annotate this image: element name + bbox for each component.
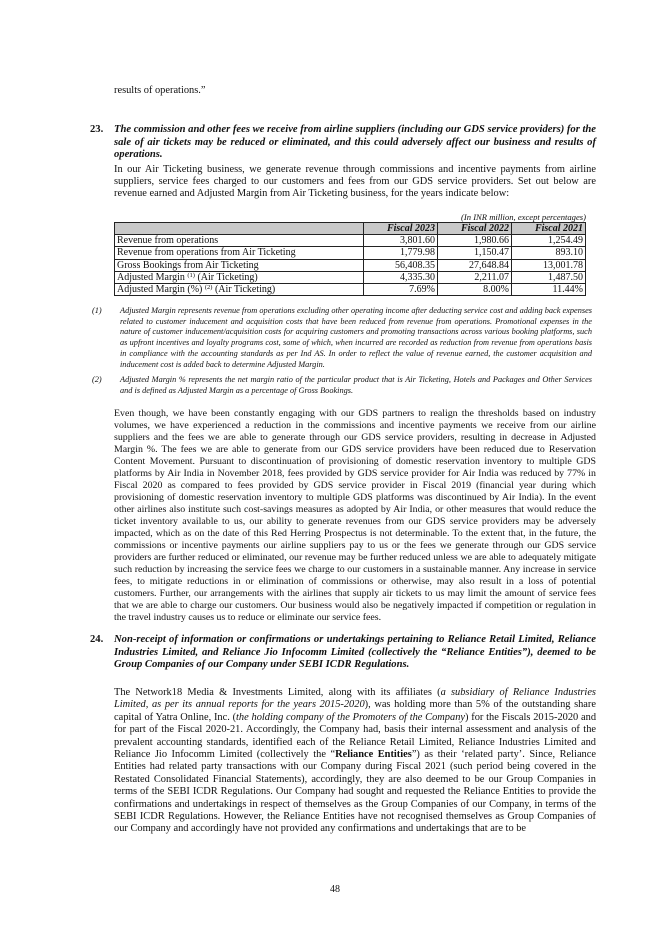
cell-fiscal-2021: 893.10 [512, 247, 586, 259]
risk-factor-title: The commission and other fees we receive from airline suppliers (including our GDS service providers) for the sale of air tickets may be reduced or eliminated, and this could adversely affect our business and results of operations. [114, 124, 597, 161]
air-ticketing-financials-table [114, 222, 586, 296]
table-row [115, 247, 586, 259]
column-header-fiscal-2023: Fiscal 2023 [364, 223, 438, 235]
footnote-text: Adjusted Margin % represents the net margin ratio of the particular product that is Air Ticketing, Hotels and Packages and Other Services and is defined as Adjusted Margin as a percentage of Gross Bookings. [120, 375, 592, 395]
risk-factor-24-body: The Network18 Media & Investments Limited, along with its affiliates (a subsidiary of Reliance Industries Limited, as per its annual reports for the years 2015-2020), was holding more than 5% of the outstanding share capital of Yatra Online, Inc. (the holding company of the Promoters of the Company) for the Fiscals 2015-2020 and for part of the Fiscal 2020-21. Accordingly, the Company had, basis their internal assessment and analysis of the prevalent accounting standards, identified each of the Reliance Retail Limited, Reliance Industries Limited and Reliance Jio Infocomm Limited (collectively the “Reliance Entities”) as their ‘related party’. Since, Reliance Entities had related party transactions with our Company during Fiscal 2021 (such period being covered in the Restated Consolidated Financial Statements), accordingly, they are also deemed to be our Group Companies in terms of the SEBI ICDR Regulations. Our Company had sought and requested the Reliance Entities to provide the confirmations and undertakings in respect of themselves as the Group Companies of our Company, in terms of the SEBI ICDR Regulations. However, the Reliance Entities have not recognised themselves as Group Companies of our Company and accordingly have not provided any confirmations and undertakings that are to be [114, 687, 597, 835]
cell-fiscal-2021: 1,254.49 [512, 235, 586, 247]
column-header-fiscal-2021: Fiscal 2021 [512, 223, 586, 235]
risk-factor-number: 23. [90, 124, 104, 135]
table-header-row [115, 223, 586, 235]
cell-fiscal-2023: 3,801.60 [364, 235, 438, 247]
row-label: Adjusted Margin (%) $^{(2)}$ (Air Ticketing) [115, 284, 364, 296]
row-label: Gross Bookings from Air Ticketing [115, 259, 364, 271]
italic-note: the holding company of the Promoters of the Company [236, 711, 466, 723]
cell-fiscal-2023: 4,335.30 [364, 271, 438, 283]
cell-fiscal-2022: 27,648.84 [438, 259, 512, 271]
cell-fiscal-2022: 1,150.47 [438, 247, 512, 259]
column-header-label [115, 223, 364, 235]
cell-fiscal-2021: 11.44% [512, 284, 586, 296]
footnote-text: Adjusted Margin represents revenue from operations excluding other operating income after deducting service cost and adding back expenses related to customer inducement and acquisition costs that have been reduced from revenue from operations. Promotional expenses in the nature of customer inducement/acquisition costs for acquiring customers and promoting transactions across various booking platforms, such as upfront incentives and loyalty programs cost, some of which, when incurred are recorded as reduction from revenue from operations basis in compliance with the accounting standards as per Ind AS. In order to reflect the value of revenue earned, the customer acquisition and inducement cost is added back to determine Adjusted Margin. [120, 306, 592, 369]
table-row [115, 259, 586, 271]
page-number: 48 [330, 884, 340, 895]
footnote-marker: (1) [92, 306, 102, 315]
risk-factor-23-body: Even though, we have been constantly engaging with our GDS partners to realign the thresholds based on industry volumes, we have experienced a reduction in the commissions and incentive payments we receive from our airline suppliers and the fees we are able to generate through our GDS service providers, resulting in decrease in Adjusted Margin %. The fees we are able to generate from our GDS service providers have been reduced due to Reservation Content Movement. Pursuant to discontinuation of provisioning of domestic reservation inventory to multiple GDS platforms by Air India in November 2018, fees provided by GDS service provider for Air India was reduced by 77% in Fiscal 2020 as compared to fees provided by GDS service provider in Fiscal 2019 (financial year during which provisioning of domestic reservation inventory to multiple GDS platforms was discontinued by Air India). In the event other airlines also institute such cost-savings measures as adopted by Air India, or other measures that would reduce the ticket inventory available to us, our ability to generate revenues from our GDS service providers may be adversely impacted, which as on the date of this Red Herring Prospectus is not determinable. To the extent that, in the future, the commissions or incentive payments our airline suppliers pay to us or the fees we generate through our GDS service providers are further reduced or eliminated, our revenue may be further reduced unless we are able to adequately mitigate such reduction by increasing the service fees we charge to our customers in a sustainable manner. Any increase in service fees, to mitigate reductions in or elimination of commissions or otherwise, may also result in a loss of potential customers. Further, our arrangements with the airlines that supply air tickets to us may limit the amount of service fees that we are able to charge our customers. Our business would also be negatively impacted if competition or regulation in the travel industry causes us to reduce or eliminate our service fees. [114, 408, 596, 623]
cell-fiscal-2022: 2,211.07 [438, 271, 512, 283]
footnote-ref: (2) [204, 284, 213, 292]
table-row [115, 271, 586, 283]
cell-fiscal-2021: 1,487.50 [512, 271, 586, 283]
table-row [115, 235, 586, 247]
cell-fiscal-2023: 1,779.98 [364, 247, 438, 259]
risk-factor-number: 24. [90, 634, 104, 645]
cell-fiscal-2022: 1,980.66 [438, 235, 512, 247]
footnote-2 [92, 375, 592, 396]
continuation-text: results of operations.” [114, 85, 206, 96]
defined-term: Reliance Entities [335, 749, 412, 761]
table-row [115, 284, 586, 296]
row-label: Adjusted Margin $^{(1)}$ (Air Ticketing) [115, 271, 364, 283]
table-units-note: (In INR million, except percentages) [461, 212, 586, 222]
italic-note: a subsidiary of Reliance Industries Limited, as per its annual reports for the years 2015-2020 [114, 687, 596, 711]
row-label: Revenue from operations [115, 235, 364, 247]
risk-factor-23-intro: In our Air Ticketing business, we generate revenue through commissions and incentive payments from airline suppliers, service fees charged to our customers and fees from our GDS service providers. Set out below are revenue earned and Adjusted Margin from Air Ticketing business, for the years indicate below: [114, 164, 596, 200]
risk-factor-24-heading [90, 634, 596, 672]
risk-factor-title: Non-receipt of information or confirmations or undertakings pertaining to Reliance Retail Limited, Reliance Industries Limited, and Reliance Jio Infocomm Limited (collectively the “Reliance Entities”), deemed to be Group Companies of our Company under SEBI ICDR Regulations. [114, 634, 596, 671]
column-header-fiscal-2022: Fiscal 2022 [438, 223, 512, 235]
cell-fiscal-2021: 13,001.78 [512, 259, 586, 271]
risk-factor-23-heading [90, 124, 596, 162]
footnote-1 [92, 306, 592, 370]
cell-fiscal-2023: 7.69% [364, 284, 438, 296]
cell-fiscal-2022: 8.00% [438, 284, 512, 296]
cell-fiscal-2023: 56,408.35 [364, 259, 438, 271]
row-label: Revenue from operations from Air Ticketing [115, 247, 364, 259]
footnote-ref: (1) [187, 271, 195, 279]
footnote-marker: (2) [92, 375, 102, 384]
